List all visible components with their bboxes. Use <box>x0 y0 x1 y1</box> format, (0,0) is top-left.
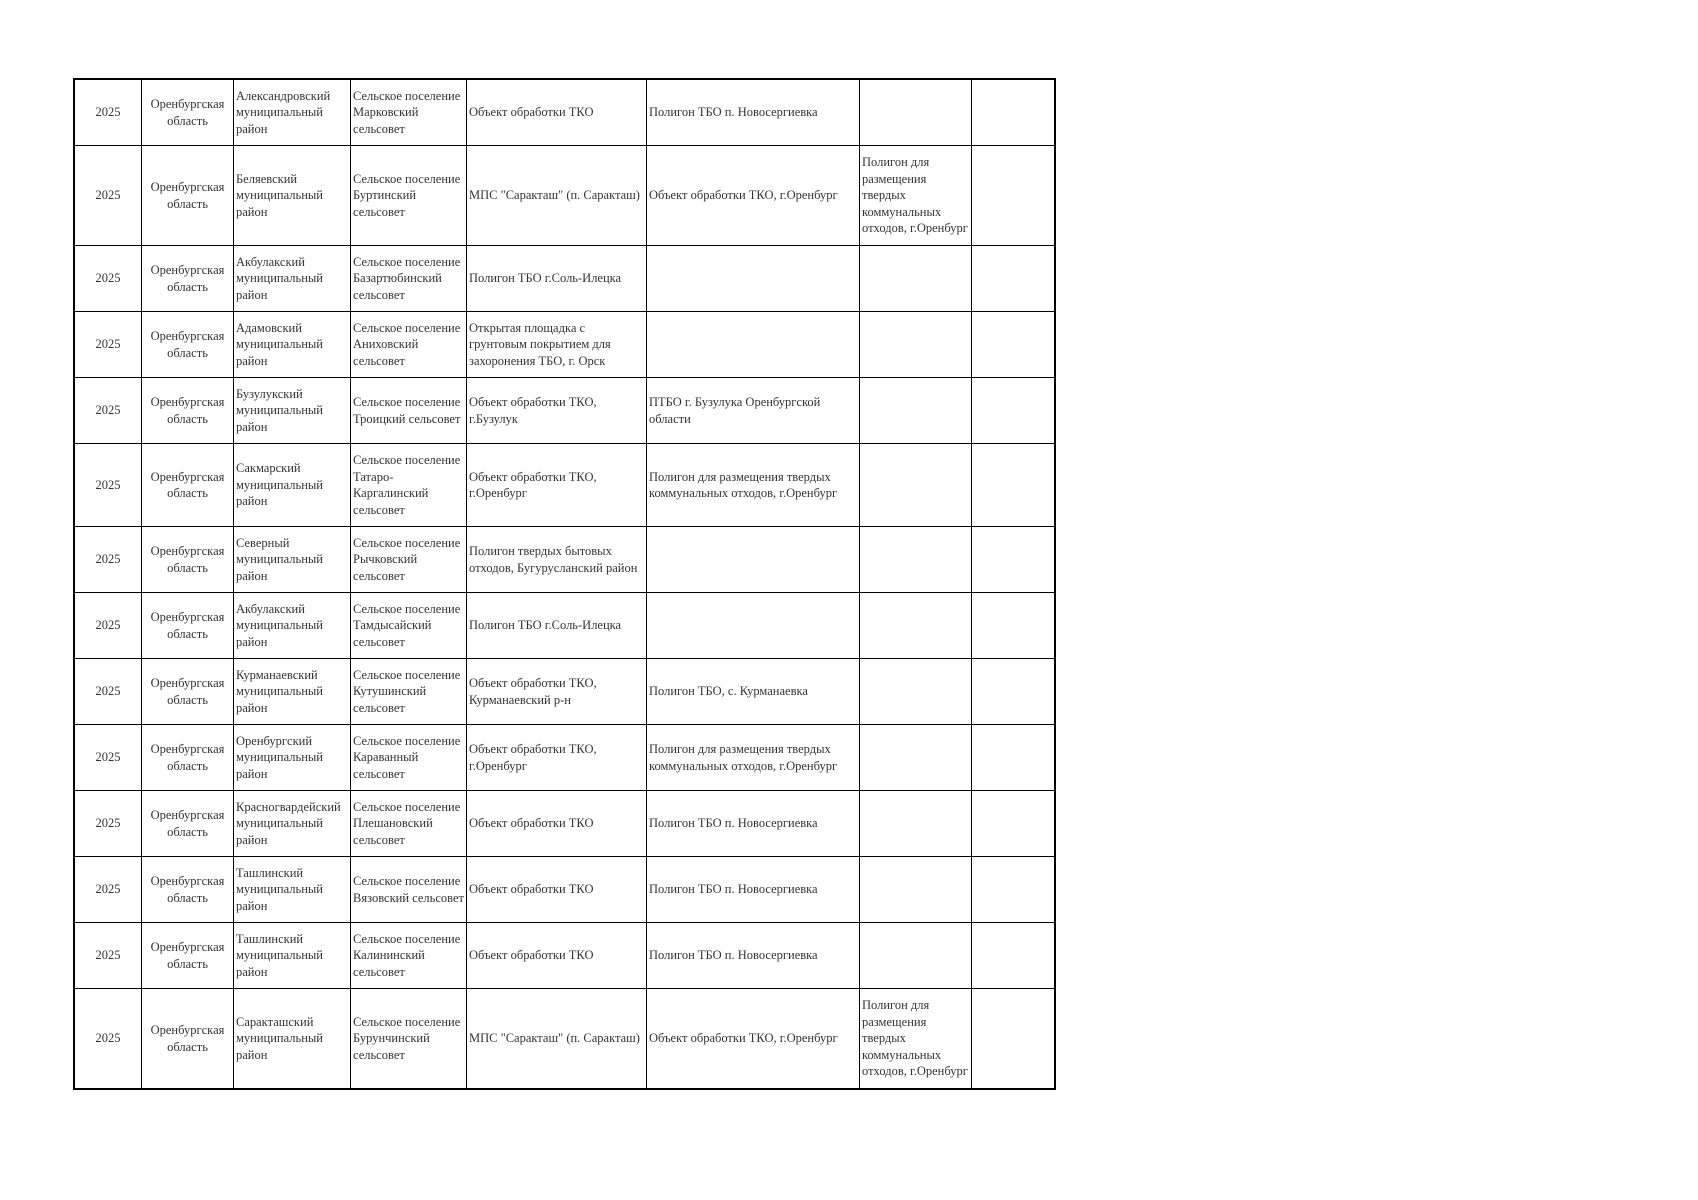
extra-cell <box>972 444 1056 527</box>
extra-cell <box>972 725 1056 791</box>
processing-object-cell: Полигон ТБО г.Соль-Илецка <box>467 246 647 312</box>
district-cell: Акбулакский муниципальный район <box>234 593 351 659</box>
district-cell: Беляевский муниципальный район <box>234 146 351 246</box>
final-object-cell <box>860 725 972 791</box>
disposal-object-cell <box>647 593 860 659</box>
region-cell: Оренбургская область <box>142 527 234 593</box>
region-cell: Оренбургская область <box>142 989 234 1090</box>
processing-object-cell: Объект обработки ТКО, Курманаевский р-н <box>467 659 647 725</box>
disposal-object-cell: Полигон ТБО п. Новосергиевка <box>647 857 860 923</box>
region-cell: Оренбургская область <box>142 725 234 791</box>
table-row <box>74 79 1055 146</box>
table-row <box>74 146 1055 246</box>
extra-cell <box>972 312 1056 378</box>
district-cell: Бузулукский муниципальный район <box>234 378 351 444</box>
year-cell: 2025 <box>74 246 142 312</box>
district-cell: Саракташский муниципальный район <box>234 989 351 1090</box>
district-cell: Оренбургский муниципальный район <box>234 725 351 791</box>
year-cell: 2025 <box>74 923 142 989</box>
year-cell: 2025 <box>74 527 142 593</box>
region-cell: Оренбургская область <box>142 593 234 659</box>
extra-cell <box>972 246 1056 312</box>
district-cell: Красногвардейский муниципальный район <box>234 791 351 857</box>
region-cell: Оренбургская область <box>142 444 234 527</box>
processing-object-cell: Объект обработки ТКО <box>467 857 647 923</box>
extra-cell <box>972 146 1056 246</box>
table-row <box>74 246 1055 312</box>
final-object-cell: Полигон для размещения твердых коммунальных отходов, г.Оренбург <box>860 146 972 246</box>
settlement-cell: Сельское поселение Караванный сельсовет <box>351 725 467 791</box>
year-cell: 2025 <box>74 857 142 923</box>
year-cell: 2025 <box>74 312 142 378</box>
processing-object-cell: МПС "Саракташ" (п. Саракташ) <box>467 989 647 1090</box>
disposal-object-cell: Полигон для размещения твердых коммунальных отходов, г.Оренбург <box>647 725 860 791</box>
year-cell: 2025 <box>74 146 142 246</box>
processing-object-cell: МПС "Саракташ" (п. Саракташ) <box>467 146 647 246</box>
region-cell: Оренбургская область <box>142 146 234 246</box>
year-cell: 2025 <box>74 378 142 444</box>
table-row <box>74 857 1055 923</box>
table-row <box>74 312 1055 378</box>
district-cell: Северный муниципальный район <box>234 527 351 593</box>
settlement-cell: Сельское поселение Аниховский сельсовет <box>351 312 467 378</box>
table-body <box>74 79 1055 1089</box>
final-object-cell <box>860 857 972 923</box>
table-row <box>74 989 1055 1090</box>
settlement-cell: Сельское поселение Кутушинский сельсовет <box>351 659 467 725</box>
processing-object-cell: Объект обработки ТКО <box>467 791 647 857</box>
region-cell: Оренбургская область <box>142 312 234 378</box>
processing-object-cell: Объект обработки ТКО <box>467 79 647 146</box>
settlement-cell: Сельское поселение Базартюбинский сельсовет <box>351 246 467 312</box>
settlement-cell: Сельское поселение Калининский сельсовет <box>351 923 467 989</box>
table-row <box>74 659 1055 725</box>
final-object-cell <box>860 378 972 444</box>
extra-cell <box>972 989 1056 1090</box>
extra-cell <box>972 79 1056 146</box>
processing-object-cell: Полигон ТБО г.Соль-Илецка <box>467 593 647 659</box>
settlement-cell: Сельское поселение Марковский сельсовет <box>351 79 467 146</box>
processing-object-cell: Объект обработки ТКО, г.Оренбург <box>467 725 647 791</box>
final-object-cell <box>860 312 972 378</box>
processing-object-cell: Объект обработки ТКО, г.Бузулук <box>467 378 647 444</box>
district-cell: Александровский муниципальный район <box>234 79 351 146</box>
final-object-cell <box>860 527 972 593</box>
table-row <box>74 593 1055 659</box>
year-cell: 2025 <box>74 593 142 659</box>
settlement-cell: Сельское поселение Троицкий сельсовет <box>351 378 467 444</box>
extra-cell <box>972 857 1056 923</box>
extra-cell <box>972 593 1056 659</box>
processing-object-cell: Объект обработки ТКО <box>467 923 647 989</box>
year-cell: 2025 <box>74 989 142 1090</box>
district-cell: Адамовский муниципальный район <box>234 312 351 378</box>
region-cell: Оренбургская область <box>142 791 234 857</box>
region-cell: Оренбургская область <box>142 923 234 989</box>
disposal-object-cell: Полигон ТБО, с. Курманаевка <box>647 659 860 725</box>
final-object-cell: Полигон для размещения твердых коммунальных отходов, г.Оренбург <box>860 989 972 1090</box>
year-cell: 2025 <box>74 725 142 791</box>
final-object-cell <box>860 444 972 527</box>
district-cell: Сакмарский муниципальный район <box>234 444 351 527</box>
district-cell: Ташлинский муниципальный район <box>234 923 351 989</box>
table-row <box>74 444 1055 527</box>
table-row <box>74 923 1055 989</box>
disposal-object-cell: Полигон ТБО п. Новосергиевка <box>647 79 860 146</box>
table-row <box>74 791 1055 857</box>
region-cell: Оренбургская область <box>142 246 234 312</box>
final-object-cell <box>860 593 972 659</box>
year-cell: 2025 <box>74 79 142 146</box>
waste-routing-table <box>73 78 1056 1090</box>
extra-cell <box>972 527 1056 593</box>
extra-cell <box>972 659 1056 725</box>
table-row <box>74 725 1055 791</box>
year-cell: 2025 <box>74 444 142 527</box>
final-object-cell <box>860 923 972 989</box>
processing-object-cell: Полигон твердых бытовых отходов, Бугурусланский район <box>467 527 647 593</box>
extra-cell <box>972 791 1056 857</box>
region-cell: Оренбургская область <box>142 857 234 923</box>
year-cell: 2025 <box>74 659 142 725</box>
processing-object-cell: Объект обработки ТКО, г.Оренбург <box>467 444 647 527</box>
district-cell: Ташлинский муниципальный район <box>234 857 351 923</box>
region-cell: Оренбургская область <box>142 659 234 725</box>
final-object-cell <box>860 79 972 146</box>
settlement-cell: Сельское поселение Тамдысайский сельсовет <box>351 593 467 659</box>
district-cell: Курманаевский муниципальный район <box>234 659 351 725</box>
settlement-cell: Сельское поселение Плешановский сельсовет <box>351 791 467 857</box>
disposal-object-cell: Объект обработки ТКО, г.Оренбург <box>647 989 860 1090</box>
final-object-cell <box>860 791 972 857</box>
disposal-object-cell <box>647 246 860 312</box>
disposal-object-cell: Объект обработки ТКО, г.Оренбург <box>647 146 860 246</box>
disposal-object-cell: Полигон ТБО п. Новосергиевка <box>647 791 860 857</box>
extra-cell <box>972 923 1056 989</box>
disposal-object-cell: ПТБО г. Бузулука Оренбургской области <box>647 378 860 444</box>
settlement-cell: Сельское поселение Бурунчинский сельсовет <box>351 989 467 1090</box>
processing-object-cell: Открытая площадка с грунтовым покрытием для захоронения ТБО, г. Орск <box>467 312 647 378</box>
region-cell: Оренбургская область <box>142 79 234 146</box>
region-cell: Оренбургская область <box>142 378 234 444</box>
disposal-object-cell <box>647 312 860 378</box>
final-object-cell <box>860 659 972 725</box>
extra-cell <box>972 378 1056 444</box>
settlement-cell: Сельское поселение Рычковский сельсовет <box>351 527 467 593</box>
settlement-cell: Сельское поселение Вязовский сельсовет <box>351 857 467 923</box>
disposal-object-cell: Полигон для размещения твердых коммунальных отходов, г.Оренбург <box>647 444 860 527</box>
disposal-object-cell <box>647 527 860 593</box>
final-object-cell <box>860 246 972 312</box>
settlement-cell: Сельское поселение Буртинский сельсовет <box>351 146 467 246</box>
settlement-cell: Сельское поселение Татаро-Каргалинский сельсовет <box>351 444 467 527</box>
table-row <box>74 527 1055 593</box>
table-row <box>74 378 1055 444</box>
district-cell: Акбулакский муниципальный район <box>234 246 351 312</box>
disposal-object-cell: Полигон ТБО п. Новосергиевка <box>647 923 860 989</box>
year-cell: 2025 <box>74 791 142 857</box>
